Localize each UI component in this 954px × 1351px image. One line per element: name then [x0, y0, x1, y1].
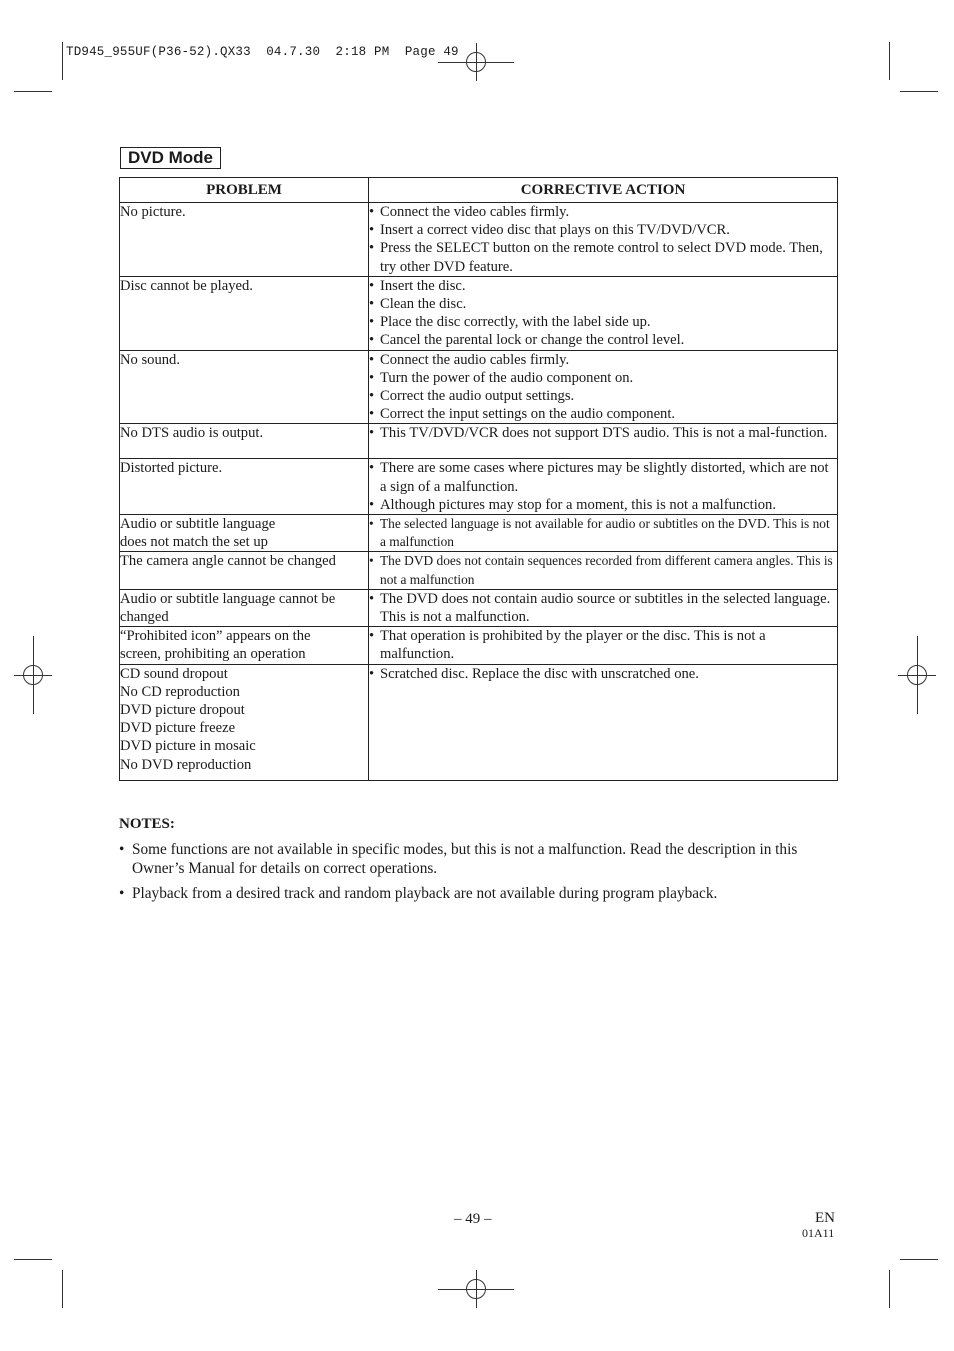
- problem-text: CD sound dropout: [120, 665, 228, 682]
- problem-text: No picture.: [120, 204, 186, 220]
- problem-text: No sound.: [120, 351, 180, 368]
- problem-text: DVD picture freeze: [120, 720, 236, 737]
- crop-mark-bl-v: [62, 1270, 63, 1308]
- action-item: • There are some cases where pictures may be slightly distorted, which are not a sign of a malfunction.: [369, 459, 837, 495]
- section-title: DVD Mode: [120, 147, 221, 169]
- table-row: [120, 552, 838, 589]
- problem-text: “Prohibited icon” appears on the: [120, 628, 311, 645]
- problem-text: No DVD reproduction: [120, 756, 252, 773]
- problem-text: DVD picture dropout: [120, 702, 245, 719]
- crop-mark-tl-v: [62, 42, 63, 80]
- action-cell: [369, 203, 838, 277]
- problem-cell: [120, 627, 369, 664]
- action-item: • Connect the audio cables firmly.: [369, 351, 837, 369]
- registration-mark-right-stem: [917, 636, 918, 714]
- action-item: • Insert the disc.: [369, 277, 837, 295]
- problem-text: Audio or subtitle language: [120, 516, 276, 533]
- problem-text: DVD picture in mosaic: [120, 738, 256, 755]
- crop-mark-br-h: [900, 1259, 938, 1260]
- problem-text: No DTS audio is output.: [120, 425, 264, 442]
- table-row: [120, 459, 838, 515]
- action-item: • Turn the power of the audio component on.: [369, 369, 837, 387]
- action-cell: [369, 627, 838, 664]
- crop-mark-tr-h: [900, 91, 938, 92]
- action-cell: [369, 552, 838, 589]
- action-item: • Press the SELECT button on the remote control to select DVD mode. Then, try other DVD feature.: [369, 239, 837, 275]
- action-item: • Cancel the parental lock or change the control level.: [369, 331, 837, 349]
- crop-mark-tr-v: [889, 42, 890, 80]
- problem-cell: [120, 515, 369, 552]
- action-item: • The DVD does not contain audio source or subtitles in the selected language. This is not a malfunction.: [369, 590, 837, 626]
- language-code: EN: [815, 1210, 835, 1226]
- problem-cell: [120, 459, 369, 515]
- action-item: • The DVD does not contain sequences recorded from different camera angles. This is not a malfunction: [369, 552, 837, 588]
- problem-text: changed: [120, 609, 169, 626]
- crop-mark-tl-h: [14, 91, 52, 92]
- action-cell: [369, 276, 838, 350]
- problem-cell: [120, 276, 369, 350]
- problem-text: No CD reproduction: [120, 683, 240, 700]
- crop-mark-bl-h: [14, 1259, 52, 1260]
- action-cell: [369, 515, 838, 552]
- problem-text: The camera angle cannot be changed: [120, 553, 336, 570]
- problem-text: screen, prohibiting an operation: [120, 646, 306, 663]
- problem-cell: [120, 552, 369, 589]
- action-item: • The selected language is not available for audio or subtitles on the DVD. This is not a malfunction: [369, 515, 837, 551]
- action-item: • Although pictures may stop for a moment, this is not a malfunction.: [369, 496, 837, 514]
- problem-cell: [120, 350, 369, 424]
- note-item: • Playback from a desired track and random playback are not available during program playback.: [119, 884, 819, 903]
- document-code: 01A11: [802, 1226, 835, 1240]
- action-cell: [369, 664, 838, 780]
- action-item: • That operation is prohibited by the player or the disc. This is not a malfunction.: [369, 627, 837, 663]
- table-row: [120, 627, 838, 664]
- action-item: • Connect the video cables firmly.: [369, 203, 837, 221]
- table-row: [120, 664, 838, 780]
- action-cell: [369, 589, 838, 626]
- table-row: [120, 424, 838, 459]
- table-header-row: [120, 178, 838, 203]
- problem-text: Disc cannot be played.: [120, 277, 253, 294]
- note-item: • Some functions are not available in specific modes, but this is not a malfunction. Read the description in this Owner’s Manual for details on correct operations.: [119, 840, 819, 878]
- problem-text: does not match the set up: [120, 534, 268, 551]
- registration-mark-left-stem: [33, 636, 34, 714]
- column-header-problem: PROBLEM: [120, 178, 369, 203]
- table-row: [120, 589, 838, 626]
- registration-mark-bottom: [457, 1270, 495, 1308]
- notes-section: [119, 815, 819, 909]
- action-item: • Correct the input settings on the audio component.: [369, 405, 837, 423]
- table-row: [120, 203, 838, 277]
- problem-cell: [120, 664, 369, 780]
- troubleshooting-table: [119, 177, 838, 781]
- column-header-corrective-action: CORRECTIVE ACTION: [369, 178, 838, 203]
- action-item: • Clean the disc.: [369, 295, 837, 313]
- action-item: • Place the disc correctly, with the label side up.: [369, 313, 837, 331]
- problem-text: Audio or subtitle language cannot be: [120, 590, 336, 607]
- action-item: • Scratched disc. Replace the disc with unscratched one.: [369, 665, 837, 683]
- print-slug-line: TD945_955UF(P36-52).QX33 04.7.30 2:18 PM Page 49: [66, 45, 459, 59]
- action-item: • This TV/DVD/VCR does not support DTS audio. This is not a mal-function.: [369, 424, 837, 442]
- table-row: [120, 515, 838, 552]
- registration-mark-top: [457, 43, 495, 81]
- action-cell: [369, 459, 838, 515]
- action-cell: [369, 424, 838, 459]
- problem-text: Distorted picture.: [120, 460, 223, 477]
- action-item: • Insert a correct video disc that plays on this TV/DVD/VCR.: [369, 221, 837, 239]
- problem-cell: [120, 424, 369, 459]
- page-number: – 49 –: [454, 1211, 492, 1227]
- crop-mark-br-v: [889, 1270, 890, 1308]
- table-row: [120, 276, 838, 350]
- action-item: • Correct the audio output settings.: [369, 387, 837, 405]
- table-row: [120, 350, 838, 424]
- notes-title: NOTES:: [119, 816, 175, 832]
- problem-cell: [120, 589, 369, 626]
- action-cell: [369, 350, 838, 424]
- problem-cell: [120, 203, 369, 277]
